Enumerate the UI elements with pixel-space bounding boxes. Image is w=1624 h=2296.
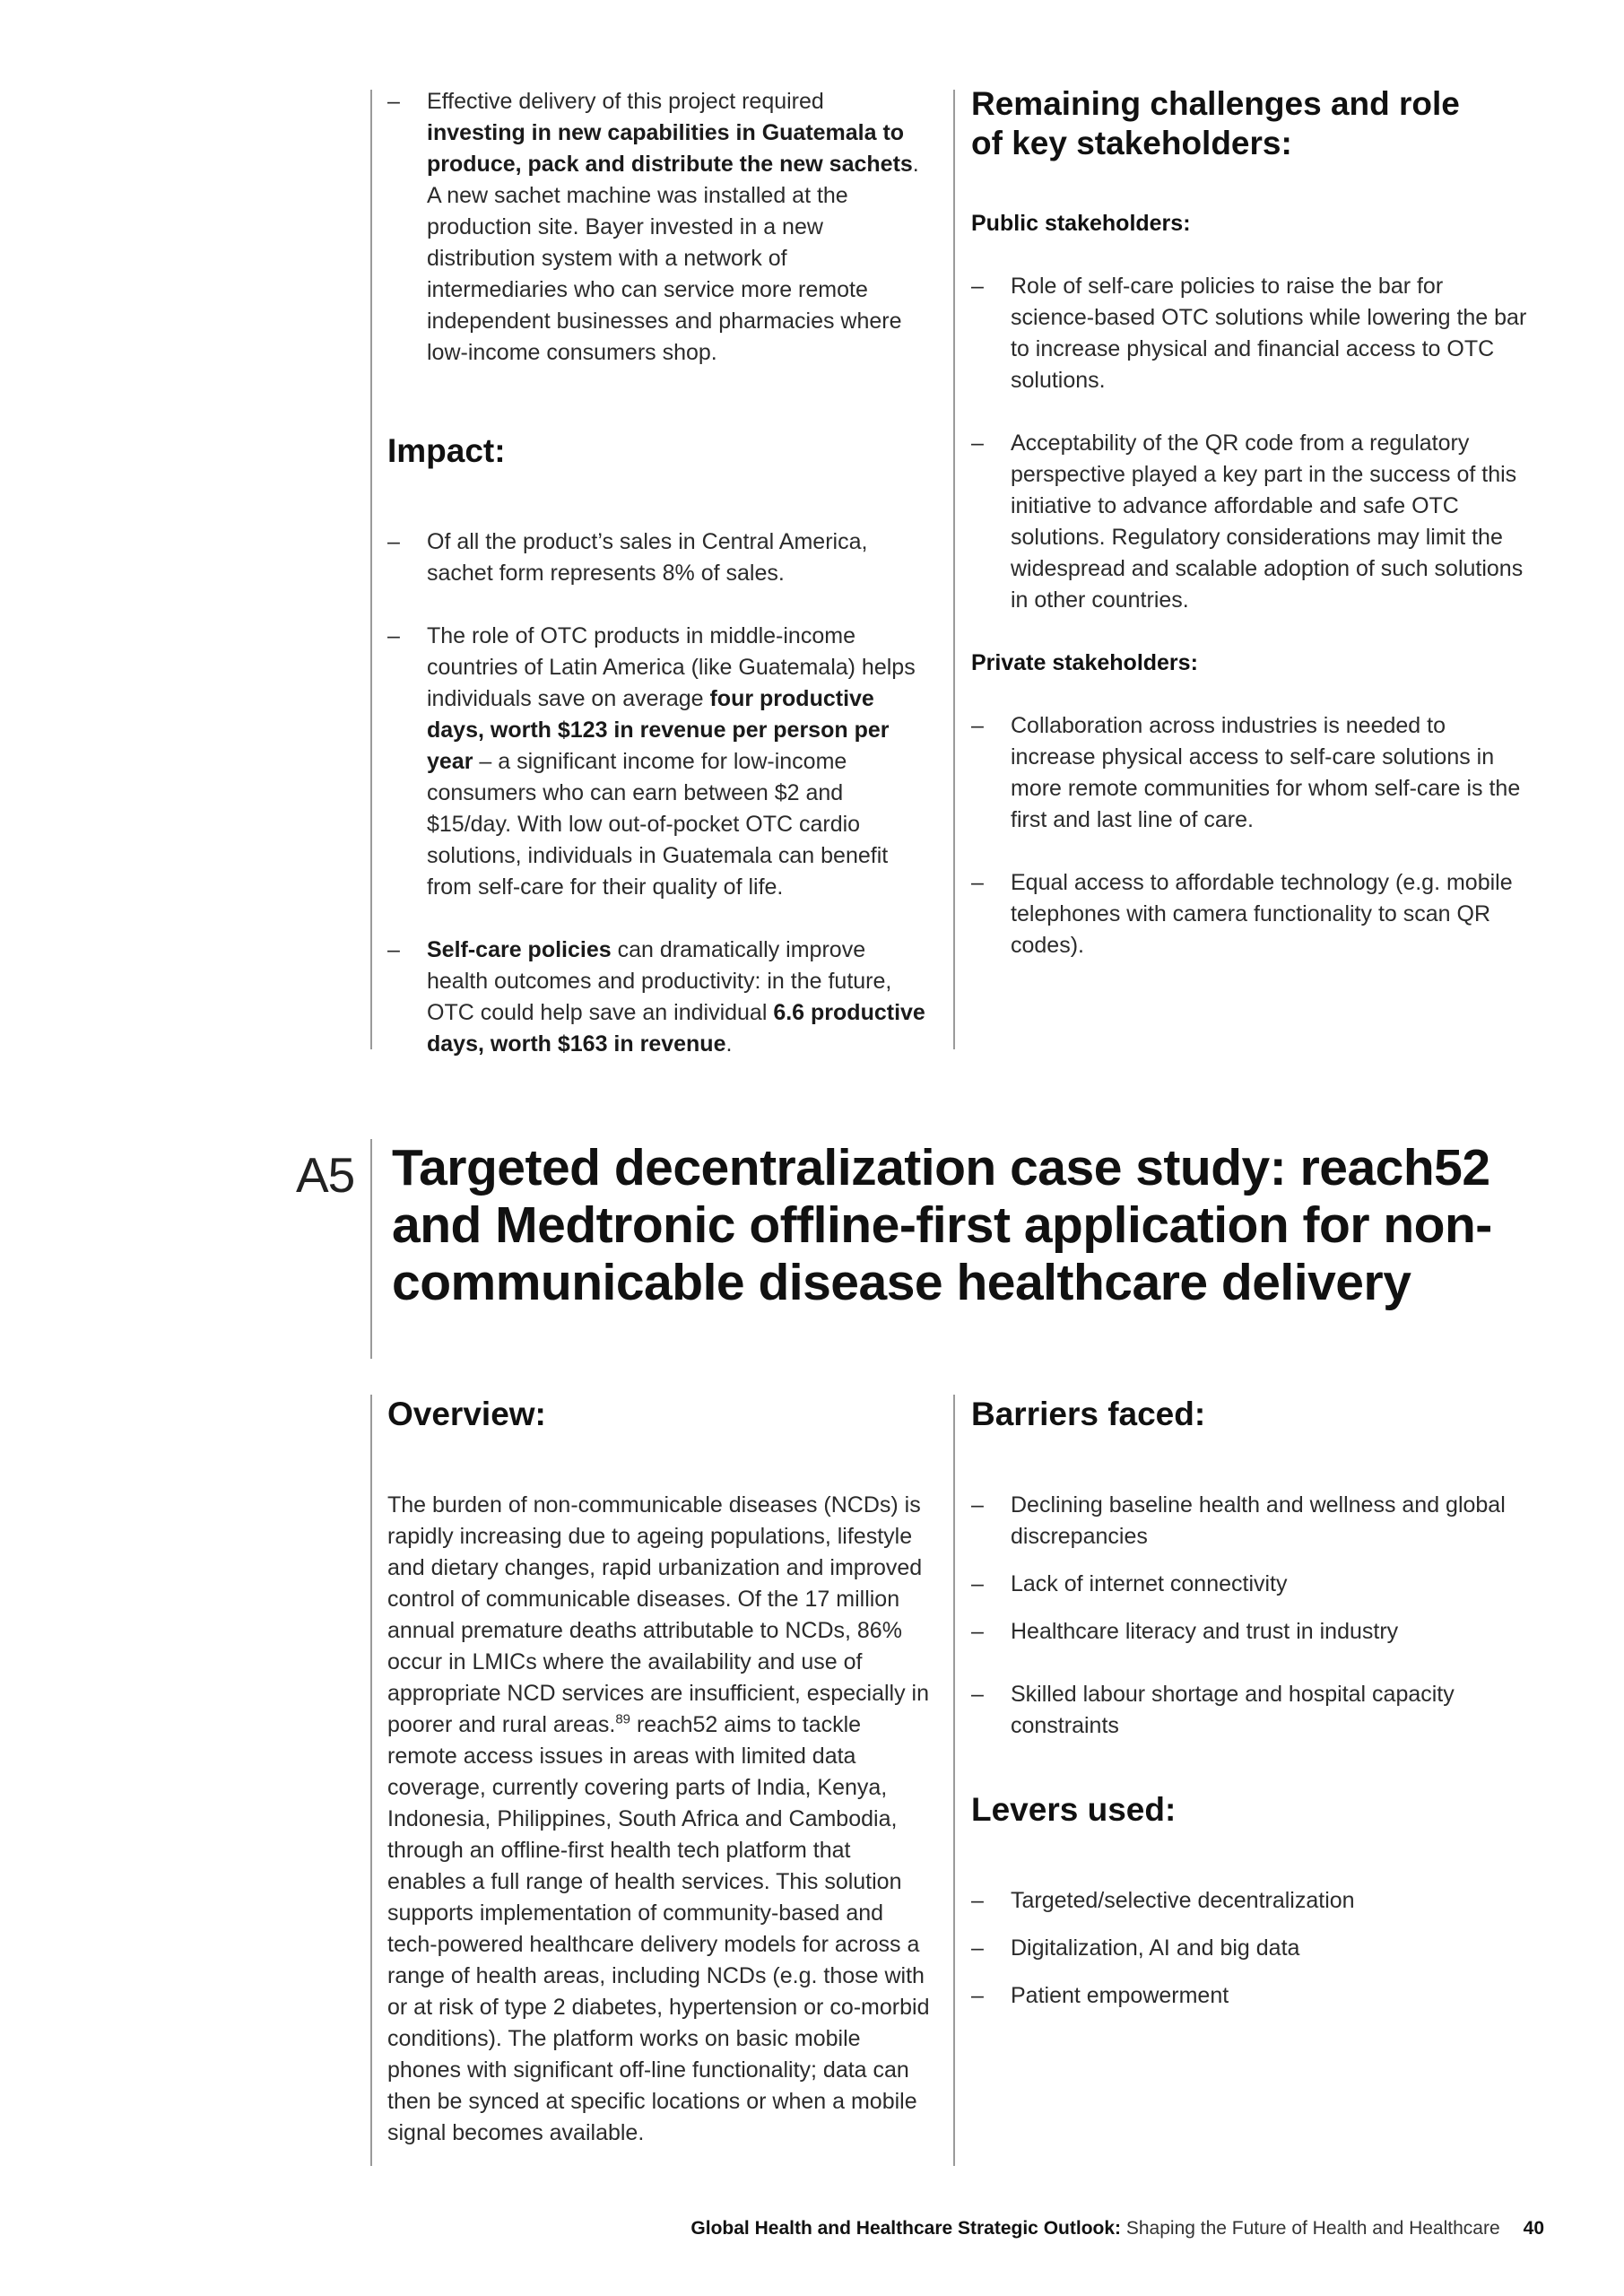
list-item [387, 935, 925, 1060]
list-item [971, 867, 1527, 961]
bullet-text: . [725, 1031, 733, 1057]
overview-text-part: The burden of non-communicable diseases (NCDs) is rapidly increasing due to ageing populations, lifestyle and dietary changes, rapid urbanization and improved control of communicable diseases. Of the 17 million annual premature deaths attributable to NCDs, 86% occur in LMICs where the availability and use of appropriate NCD services are insufficient, especially in poorer and rural areas. [387, 1492, 929, 1737]
private-stakeholders-list [971, 710, 1527, 961]
overview-heading: Overview: [387, 1396, 546, 1432]
list-item [387, 621, 925, 903]
bullet-text: The role of OTC products in middle-income countries of Latin America (like Guatemala) helps individuals save on average [427, 623, 916, 711]
footnote-ref: 89 [615, 1711, 630, 1727]
list-item [971, 1616, 1527, 1648]
overview-column [387, 1395, 934, 2149]
bullet-text: Skilled labour shortage and hospital capacity constraints [1011, 1682, 1455, 1738]
bullet-text: Declining baseline health and wellness and global discrepancies [1011, 1492, 1506, 1549]
divider-bottom-left [370, 1395, 372, 2166]
list-item [971, 1980, 1527, 2012]
overview-text [387, 1490, 934, 2149]
barriers-levers-column [971, 1395, 1527, 2012]
divider-top-middle [953, 90, 955, 1049]
bullet-text: Targeted/selective decentralization [1011, 1888, 1355, 1913]
page-footer [628, 2216, 1544, 2241]
levers-heading: Levers used: [971, 1791, 1177, 1828]
bullet-text: Equal access to affordable technology (e.g. mobile telephones with camera functionality to scan QR codes). [1011, 870, 1513, 958]
bullet-text: – a significant income for low-income consumers who can earn between $2 and $15/day. With low out-of-pocket OTC cardio solutions, individuals in Guatemala can benefit from self-care for their quality of life. [427, 749, 889, 900]
list-item [387, 526, 925, 589]
bullet-bold: 6.6 productive days, worth $163 in revenue [427, 1000, 925, 1057]
bullet-text: . A new sachet machine was installed at the production site. Bayer invested in a new distribution system with a network of intermediaries who can service more remote independent businesses and pharmacies where low-income consumers shop. [427, 152, 919, 365]
list-item [971, 1569, 1527, 1600]
dash-marker: – [971, 1935, 984, 1961]
dash-marker: – [387, 623, 400, 648]
dash-marker: – [971, 713, 984, 738]
dash-marker: – [387, 529, 400, 554]
capabilities-list [387, 86, 925, 369]
divider-case-title [370, 1139, 372, 1359]
footer-title-bold: Global Health and Healthcare Strategic Outlook: [690, 2218, 1122, 2239]
dash-marker: – [971, 1619, 984, 1644]
bullet-text: Role of self-care policies to raise the bar for science-based OTC solutions while lowering the bar to increase physical and financial access to OTC solutions. [1011, 274, 1527, 393]
bullet-text: Collaboration across industries is needed to increase physical access to self-care solutions in more remote communities for whom self-care is the first and last line of care. [1011, 713, 1521, 832]
list-item [387, 86, 925, 369]
bullet-bold: four productive days, worth $123 in revenue per person per year [427, 686, 890, 774]
dash-marker: – [971, 1492, 984, 1518]
bullet-bold: investing in new capabilities in Guatemala to produce, pack and distribute the new sachets [427, 120, 913, 177]
dash-marker: – [971, 1682, 984, 1707]
list-item [971, 710, 1527, 836]
levers-list [971, 1885, 1527, 2012]
impact-list [387, 526, 925, 1060]
top-left-column [387, 86, 925, 1060]
private-stakeholders-label: Private stakeholders: [971, 650, 1198, 675]
dash-marker: – [971, 870, 984, 895]
list-item [971, 1933, 1527, 1964]
divider-bottom-middle [953, 1395, 955, 2166]
page-number: 40 [1523, 2218, 1544, 2239]
dash-marker: – [971, 430, 984, 456]
bullet-text: can dramatically improve health outcomes and productivity: in the future, OTC could help save an individual [427, 937, 892, 1025]
case-label: A5 [296, 1147, 355, 1203]
impact-heading: Impact: [387, 432, 506, 469]
dash-marker: – [971, 274, 984, 299]
stakeholders-heading: Remaining challenges and role of key stakeholders: [971, 85, 1460, 161]
dash-marker: – [387, 89, 400, 114]
bullet-bold: Self-care policies [427, 937, 612, 962]
dash-marker: – [387, 937, 400, 962]
bullet-text: Acceptability of the QR code from a regulatory perspective played a key part in the success of this initiative to advance affordable and safe OTC solutions. Regulatory considerations may limit the widespread and scalable adoption of such solutions in other countries. [1011, 430, 1524, 613]
footer-title: Shaping the Future of Health and Healthcare [1121, 2218, 1500, 2239]
barriers-heading: Barriers faced: [971, 1396, 1206, 1432]
divider-top-left [370, 90, 372, 1049]
public-stakeholders-label: Public stakeholders: [971, 211, 1191, 236]
dash-marker: – [971, 1888, 984, 1913]
dash-marker: – [971, 1571, 984, 1596]
bullet-text: Lack of internet connectivity [1011, 1571, 1288, 1596]
overview-text-part: reach52 aims to tackle remote access issues in areas with limited data coverage, currently covering parts of India, Kenya, Indonesia, Philippines, South Africa and Cambodia, through an offline-first health tech platform that enables a full range of health services. This solution supports implementation of community-based and tech-powered healthcare delivery models for across a range of health areas, including NCDs (e.g. those with or at risk of type 2 diabetes, hypertension or co-morbid conditions). The platform works on basic mobile phones with significant off-line functionality; data can then be synced at specific locations or when a mobile signal becomes available. [387, 1712, 930, 2145]
bullet-text: Effective delivery of this project required [427, 89, 824, 114]
barriers-list [971, 1490, 1527, 1742]
case-title: Targeted decentralization case study: reach52 and Medtronic offline-first application for non-communicable disease healthcare delivery [392, 1139, 1492, 1311]
list-item [971, 428, 1527, 616]
bullet-text: Of all the product’s sales in Central America, sachet form represents 8% of sales. [427, 529, 868, 586]
bullet-text: Patient empowerment [1011, 1983, 1229, 2008]
list-item [971, 1885, 1527, 1917]
list-item [971, 1679, 1527, 1742]
bullet-text: Digitalization, AI and big data [1011, 1935, 1300, 1961]
public-stakeholders-list [971, 271, 1527, 616]
list-item [971, 271, 1527, 396]
top-right-column [971, 84, 1527, 961]
list-item [971, 1490, 1527, 1552]
dash-marker: – [971, 1983, 984, 2008]
bullet-text: Healthcare literacy and trust in industry [1011, 1619, 1399, 1644]
